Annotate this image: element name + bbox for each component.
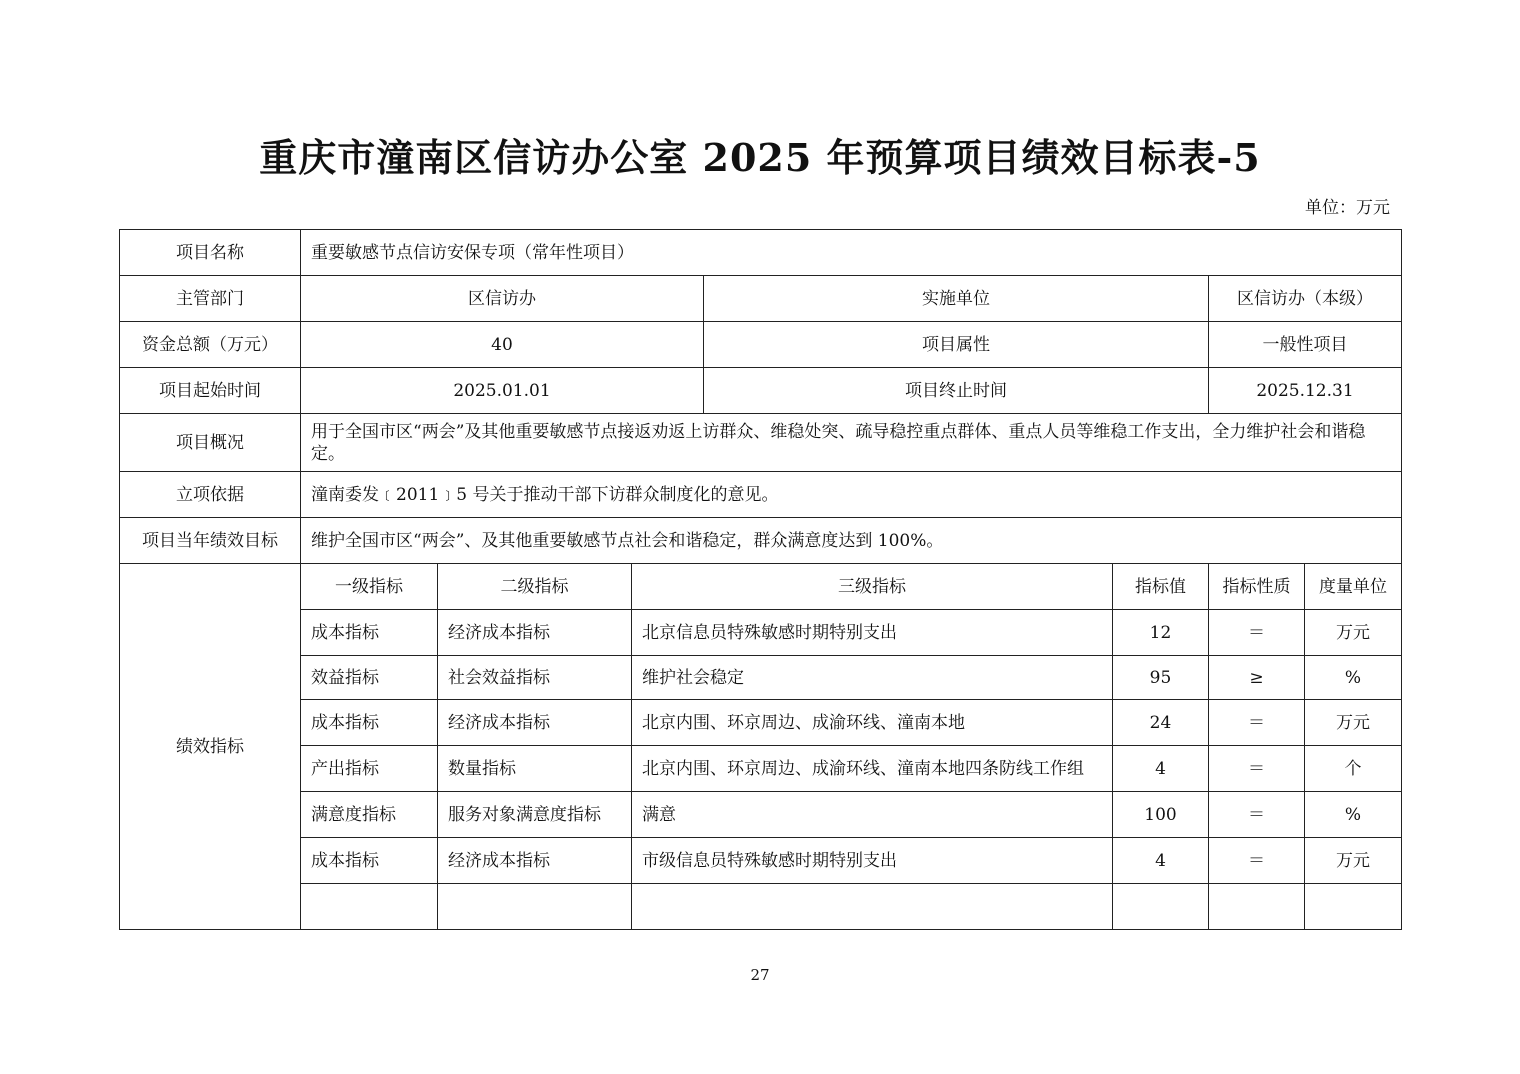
indicator-nature: ＝ <box>1209 746 1305 792</box>
row-basis <box>120 472 1402 518</box>
goal-label: 项目当年绩效目标 <box>120 518 301 564</box>
basis-label: 立项依据 <box>120 472 301 518</box>
table-row <box>120 838 1402 884</box>
indicator-level3: 北京信息员特殊敏感时期特别支出 <box>632 610 1113 656</box>
header-level1: 一级指标 <box>301 564 438 610</box>
indicator-level2: 经济成本指标 <box>438 610 632 656</box>
indicator-nature: ＝ <box>1209 700 1305 746</box>
header-nature: 指标性质 <box>1209 564 1305 610</box>
header-value: 指标值 <box>1113 564 1209 610</box>
start-label: 项目起始时间 <box>120 368 301 414</box>
goal-value: 维护全国市区“两会”、及其他重要敏感节点社会和谐稳定，群众满意度达到 100%。 <box>301 518 1402 564</box>
attr-value: 一般性项目 <box>1209 322 1402 368</box>
empty-cell <box>1113 884 1209 930</box>
indicator-unit: % <box>1305 792 1402 838</box>
indicator-level1: 产出指标 <box>301 746 438 792</box>
indicator-value: 95 <box>1113 656 1209 700</box>
indicator-level3: 北京内围、环京周边、成渝环线、潼南本地四条防线工作组 <box>632 746 1113 792</box>
impl-label: 实施单位 <box>704 276 1209 322</box>
project-name-label: 项目名称 <box>120 230 301 276</box>
table-row-empty <box>120 884 1402 930</box>
end-value: 2025.12.31 <box>1209 368 1402 414</box>
overview-label: 项目概况 <box>120 414 301 472</box>
indicator-nature: ＝ <box>1209 610 1305 656</box>
indicator-level1: 满意度指标 <box>301 792 438 838</box>
empty-cell <box>632 884 1113 930</box>
row-overview <box>120 414 1402 472</box>
fund-value: 40 <box>301 322 704 368</box>
dept-label: 主管部门 <box>120 276 301 322</box>
row-project-name <box>120 230 1402 276</box>
indicator-level3: 北京内围、环京周边、成渝环线、潼南本地 <box>632 700 1113 746</box>
indicator-level2: 社会效益指标 <box>438 656 632 700</box>
indicator-value: 12 <box>1113 610 1209 656</box>
table-row <box>120 700 1402 746</box>
indicator-level1: 成本指标 <box>301 700 438 746</box>
indicator-value: 4 <box>1113 838 1209 884</box>
fund-label: 资金总额（万元） <box>120 322 301 368</box>
empty-cell <box>438 884 632 930</box>
table-row <box>120 610 1402 656</box>
overview-value: 用于全国市区“两会”及其他重要敏感节点接返劝返上访群众、维稳处突、疏导稳控重点群体、重点人员等维稳工作支出，全力维护社会和谐稳定。 <box>301 414 1402 472</box>
performance-target-table <box>119 229 1402 930</box>
indicator-level1: 成本指标 <box>301 610 438 656</box>
table-row <box>120 792 1402 838</box>
row-funding <box>120 322 1402 368</box>
header-unit: 度量单位 <box>1305 564 1402 610</box>
start-value: 2025.01.01 <box>301 368 704 414</box>
impl-value: 区信访办（本级） <box>1209 276 1402 322</box>
page-number: 27 <box>750 966 770 984</box>
indicator-section-label: 绩效指标 <box>120 564 301 930</box>
indicator-unit: 万元 <box>1305 700 1402 746</box>
indicator-level1: 成本指标 <box>301 838 438 884</box>
dept-value: 区信访办 <box>301 276 704 322</box>
unit-label: 单位：万元 <box>1305 198 1390 218</box>
indicator-unit: 万元 <box>1305 838 1402 884</box>
table-row <box>120 746 1402 792</box>
indicator-level3: 满意 <box>632 792 1113 838</box>
indicator-unit: 万元 <box>1305 610 1402 656</box>
header-level3: 三级指标 <box>632 564 1113 610</box>
indicator-value: 4 <box>1113 746 1209 792</box>
empty-cell <box>301 884 438 930</box>
table-row <box>120 656 1402 700</box>
indicator-level2: 服务对象满意度指标 <box>438 792 632 838</box>
end-label: 项目终止时间 <box>704 368 1209 414</box>
basis-value: 潼南委发﹝2011﹞5 号关于推动干部下访群众制度化的意见。 <box>301 472 1402 518</box>
indicator-level3: 市级信息员特殊敏感时期特别支出 <box>632 838 1113 884</box>
project-name-value: 重要敏感节点信访安保专项（常年性项目） <box>301 230 1402 276</box>
row-department <box>120 276 1402 322</box>
row-goal <box>120 518 1402 564</box>
indicator-nature: ≥ <box>1209 656 1305 700</box>
indicator-level1: 效益指标 <box>301 656 438 700</box>
indicator-nature: ＝ <box>1209 792 1305 838</box>
indicator-level2: 经济成本指标 <box>438 838 632 884</box>
indicator-header-row <box>120 564 1402 610</box>
indicator-unit: % <box>1305 656 1402 700</box>
indicator-value: 100 <box>1113 792 1209 838</box>
indicator-level2: 数量指标 <box>438 746 632 792</box>
indicator-unit: 个 <box>1305 746 1402 792</box>
indicator-level2: 经济成本指标 <box>438 700 632 746</box>
empty-cell <box>1209 884 1305 930</box>
indicator-level3: 维护社会稳定 <box>632 656 1113 700</box>
indicator-value: 24 <box>1113 700 1209 746</box>
page-title: 重庆市潼南区信访办公室 2025 年预算项目绩效目标表-5 <box>259 135 1261 180</box>
attr-label: 项目属性 <box>704 322 1209 368</box>
indicator-nature: ＝ <box>1209 838 1305 884</box>
header-level2: 二级指标 <box>438 564 632 610</box>
row-dates <box>120 368 1402 414</box>
empty-cell <box>1305 884 1402 930</box>
